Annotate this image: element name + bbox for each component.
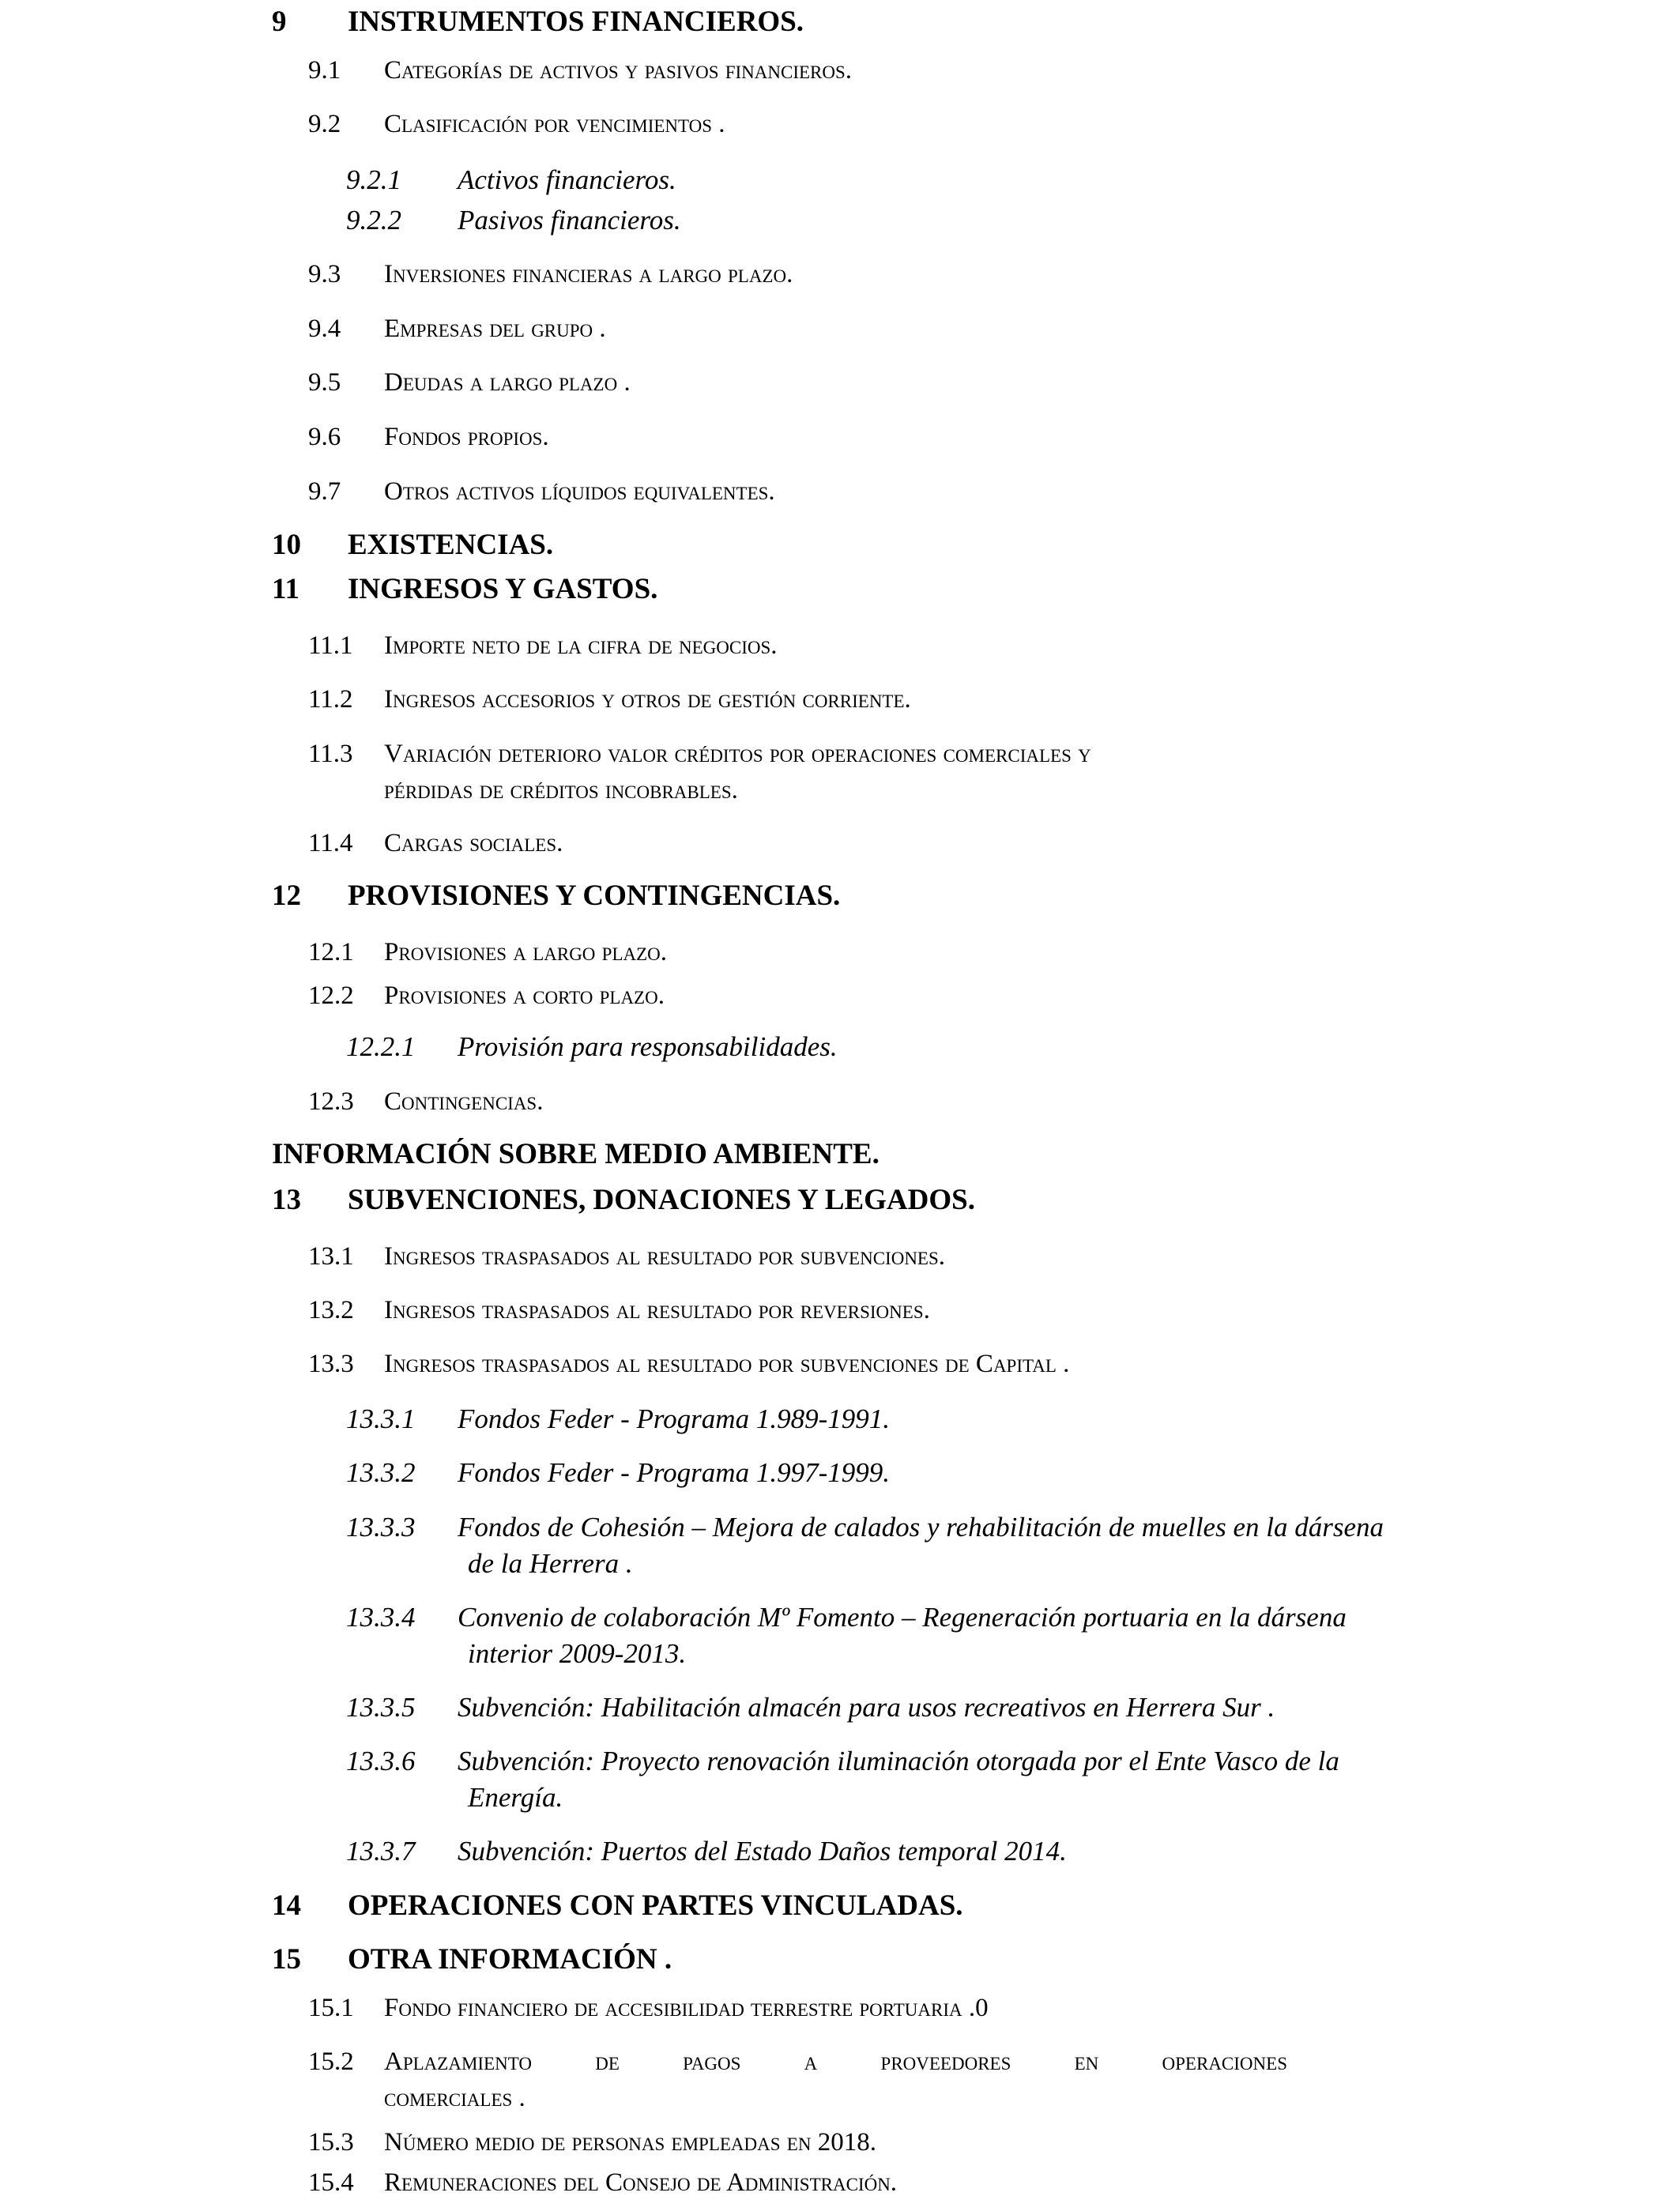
section-title: Fondos propios. xyxy=(384,423,549,451)
section-title: Variación deterioro valor créditos por operaciones comerciales y xyxy=(384,740,1091,768)
section-title: Fondos de Cohesión – Mejora de calados y rehabilitación de muelles en la dársena xyxy=(458,1512,1384,1543)
section-title: SUBVENCIONES, DONACIONES Y LEGADOS. xyxy=(348,1184,975,1216)
section-number: 15 xyxy=(272,1943,301,1976)
section-title: Importe neto de la cifra de negocios. xyxy=(384,631,778,660)
section-number: 12 xyxy=(272,880,301,912)
section-title: Provisiones a corto plazo. xyxy=(384,981,665,1010)
section-number: 11 xyxy=(272,573,299,605)
section-title: Otros activos líquidos equivalentes. xyxy=(384,477,775,506)
section-title: Deudas a largo plazo . xyxy=(384,368,631,397)
section-title: Ingresos accesorios y otros de gestión corriente. xyxy=(384,685,911,714)
section-number: 13.3.4 xyxy=(346,1602,416,1633)
section-title: Pasivos financieros. xyxy=(458,205,681,235)
section-number: 12.1 xyxy=(308,938,354,966)
section-title: Subvención: Proyecto renovación iluminación otorgada por el Ente Vasco de la xyxy=(458,1746,1339,1776)
section-number: 9.3 xyxy=(308,260,341,288)
section-title: EXISTENCIAS. xyxy=(348,529,554,561)
section-number: 13 xyxy=(272,1184,301,1216)
section-title-continued: comerciales . xyxy=(384,2084,525,2112)
section-number: 13.2 xyxy=(308,1296,354,1324)
section-number: 9.2.2 xyxy=(346,205,401,235)
section-number: 9.5 xyxy=(308,368,341,397)
section-number: 11.1 xyxy=(308,631,353,660)
toc-section-medio-ambiente[interactable] xyxy=(272,1137,880,1172)
section-number: 9.2 xyxy=(308,110,341,138)
section-number: 15.4 xyxy=(308,2168,354,2197)
section-title: OPERACIONES CON PARTES VINCULADAS. xyxy=(348,1889,963,1922)
section-title: INSTRUMENTOS FINANCIEROS. xyxy=(348,6,804,38)
section-title-continued: interior 2009-2013. xyxy=(468,1638,687,1669)
section-number: 13.3.7 xyxy=(346,1836,416,1867)
section-number: 13.3.2 xyxy=(346,1457,416,1488)
section-title: Empresas del grupo . xyxy=(384,315,606,343)
section-number: 11.2 xyxy=(308,685,353,714)
section-title: Contingencias. xyxy=(384,1087,544,1116)
section-title: Inversiones financieras a largo plazo. xyxy=(384,260,793,288)
section-title: Activos financieros. xyxy=(458,164,676,195)
section-title-continued: pérdidas de créditos incobrables. xyxy=(384,776,738,804)
section-number: 11.3 xyxy=(308,740,353,768)
section-title-continued: de la Herrera . xyxy=(468,1548,633,1579)
section-title: Ingresos traspasados al resultado por subvenciones de Capital . xyxy=(384,1350,1070,1378)
section-title: Fondos Feder - Programa 1.989-1991. xyxy=(458,1403,890,1434)
section-title: Aplazamiento de pagos a proveedores en operaciones xyxy=(384,2047,1287,2076)
section-number: 9.6 xyxy=(308,423,341,451)
section-title: PROVISIONES Y CONTINGENCIAS. xyxy=(348,880,841,912)
toc-section-11-3[interactable] xyxy=(308,736,1335,808)
section-number: 13.3.3 xyxy=(346,1512,416,1543)
section-title: OTRA INFORMACIÓN . xyxy=(348,1943,672,1976)
section-number: 9.4 xyxy=(308,315,341,343)
toc-section-13-3-6[interactable] xyxy=(346,1744,1508,1815)
section-title: INGRESOS Y GASTOS. xyxy=(348,573,658,605)
section-number: 13.3.5 xyxy=(346,1692,416,1723)
section-title: Remuneraciones del Consejo de Administración. xyxy=(384,2168,898,2197)
section-number: 9.7 xyxy=(308,477,341,506)
section-number: 11.4 xyxy=(308,829,353,857)
section-title: Subvención: Habilitación almacén para usos recreativos en Herrera Sur . xyxy=(458,1692,1275,1723)
section-number: 15.1 xyxy=(308,1994,354,2022)
section-number: 10 xyxy=(272,529,301,561)
section-number: 9.2.1 xyxy=(346,164,401,195)
section-title: Fondos Feder - Programa 1.997-1999. xyxy=(458,1457,890,1488)
section-title: Categorías de activos y pasivos financieros. xyxy=(384,56,853,85)
section-title: Clasificación por vencimientos . xyxy=(384,110,725,138)
section-number: 14 xyxy=(272,1889,301,1922)
section-number: 15.3 xyxy=(308,2128,354,2157)
section-number: 13.3.1 xyxy=(346,1403,416,1434)
section-title: Ingresos traspasados al resultado por subvenciones. xyxy=(384,1242,946,1271)
section-title: Número medio de personas empleadas en 2018. xyxy=(384,2128,876,2157)
toc-section-15-2[interactable] xyxy=(308,2044,1335,2115)
section-number: 12.2.1 xyxy=(346,1031,416,1062)
section-number: 15.2 xyxy=(308,2047,354,2076)
section-title: Cargas sociales. xyxy=(384,829,563,857)
section-number: 9 xyxy=(272,6,287,38)
section-title: INFORMACIÓN SOBRE MEDIO AMBIENTE. xyxy=(272,1138,880,1170)
toc-section-13-3-4[interactable] xyxy=(346,1600,1508,1671)
toc-section-13-3-3[interactable] xyxy=(346,1510,1508,1581)
section-title: Provisiones a largo plazo. xyxy=(384,938,668,966)
section-number: 9.1 xyxy=(308,56,341,85)
section-title-continued: Energía. xyxy=(468,1782,563,1813)
section-number: 13.3.6 xyxy=(346,1746,416,1776)
section-title: Ingresos traspasados al resultado por reversiones. xyxy=(384,1296,930,1324)
section-number: 13.1 xyxy=(308,1242,354,1271)
section-title: Subvención: Puertos del Estado Daños temporal 2014. xyxy=(458,1836,1067,1867)
section-title: Convenio de colaboración Mº Fomento – Regeneración portuaria en la dársena xyxy=(458,1602,1347,1633)
section-number: 12.2 xyxy=(308,981,354,1010)
section-title: Fondo financiero de accesibilidad terrestre portuaria .0 xyxy=(384,1994,989,2022)
section-number: 12.3 xyxy=(308,1087,354,1116)
section-number: 13.3 xyxy=(308,1350,354,1378)
section-title: Provisión para responsabilidades. xyxy=(458,1031,838,1062)
